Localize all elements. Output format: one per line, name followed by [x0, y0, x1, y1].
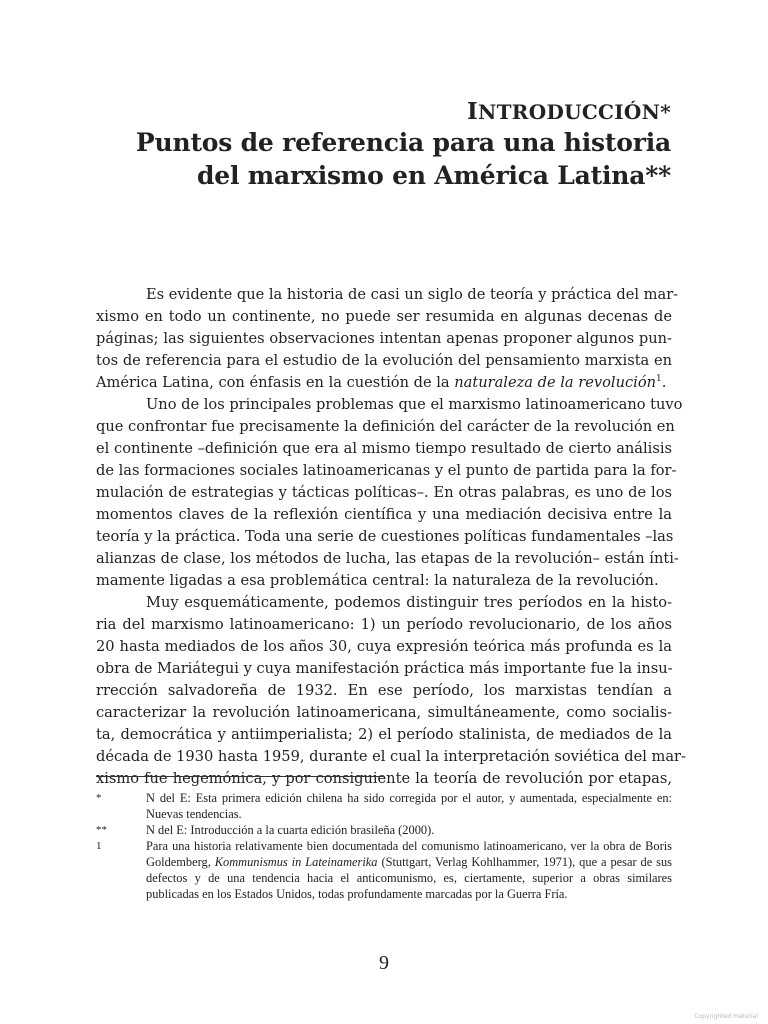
body-line: de las formaciones sociales latinoamericanas y el punto de partida para la for-	[96, 462, 677, 479]
footnote-divider	[96, 776, 384, 777]
footnote-text: Para una historia relativamente bien documentada del comunismo latinoamericano, ver la obra de Boris Goldemberg, Kommunismus in Lateinamerika (Stuttgart, Verlag Kohlhammer, 1971), que a pesar de sus defectos y de una tendencia hacia el anticomunismo, es, ciertamente, superior a obras similares publicadas en los Estados Unidos, todas profundamente marcadas por la Guerra Fría.	[146, 839, 672, 901]
page-number: 9	[379, 952, 389, 974]
footnote	[96, 790, 672, 822]
footnote-mark: *	[96, 792, 102, 804]
chapter-heading	[136, 98, 671, 192]
body-line: tos de referencia para el estudio de la evolución del pensamiento marxista en	[96, 352, 672, 369]
italic-phrase: naturaleza de la revolución	[454, 374, 656, 391]
chapter-kicker: INTRODUCCIÓN*	[466, 98, 671, 125]
body-line: América Latina, con énfasis en la cuestión de la naturaleza de la revolución$^1$.	[96, 374, 667, 391]
body-line: Muy esquemáticamente, podemos distinguir tres períodos en la histo-	[146, 594, 672, 611]
chapter-title-line-2: del marxismo en América Latina**	[197, 161, 671, 190]
body-line: Es evidente que la historia de casi un siglo de teoría y práctica del mar-	[146, 286, 679, 303]
copyright-watermark: Copyrighted material	[694, 1013, 758, 1020]
body-line: xismo en todo un continente, no puede ser resumida en algunas decenas de	[96, 308, 672, 325]
body-line: el continente –definición que era al mismo tiempo resultado de cierto análisis	[96, 440, 672, 457]
footnote	[96, 822, 672, 838]
body-line: que confrontar fue precisamente la definición del carácter de la revolución en	[96, 418, 675, 435]
body-line: mamente ligadas a esa problemática central: la naturaleza de la revolución.	[96, 572, 659, 589]
body-line: caracterizar la revolución latinoamericana, simultáneamente, como socialis-	[96, 704, 672, 721]
body-line: 20 hasta mediados de los años 30, cuya expresión teórica más profunda es la	[96, 638, 672, 655]
footnote-text: N del E: Esta primera edición chilena ha sido corregida por el autor, y aumentada, especialmente en: Nuevas tendencias.	[146, 791, 672, 821]
body-line: alianzas de clase, los métodos de lucha, las etapas de la revolución– están ínti-	[96, 550, 679, 567]
footnotes	[96, 790, 672, 902]
body-line: mulación de estrategias y tácticas políticas–. En otras palabras, es uno de los	[96, 484, 672, 501]
body-line: xismo fue hegemónica, y por consiguiente la teoría de revolución por etapas,	[96, 770, 672, 787]
body-line: momentos claves de la reflexión científica y una mediación decisiva entre la	[96, 506, 672, 523]
body-line: ria del marxismo latinoamericano: 1) un período revolucionario, de los años	[96, 616, 672, 633]
body-line: década de 1930 hasta 1959, durante el cual la interpretación soviética del mar-	[96, 748, 686, 765]
body-line: Uno de los principales problemas que el marxismo latinoamericano tuvo	[146, 396, 683, 413]
chapter-title-line-1: Puntos de referencia para una historia	[135, 128, 671, 157]
body-line: ta, democrática y antiimperialista; 2) el período stalinista, de mediados de la	[96, 726, 672, 743]
footnote	[96, 838, 672, 902]
footnote-text: N del E: Introducción a la cuarta edición brasileña (2000).	[146, 823, 435, 837]
book-title: Kommunismus in Lateinamerika	[214, 855, 378, 869]
body-line: rrección salvadoreña de 1932. En ese período, los marxistas tendían a	[96, 682, 672, 699]
body-line: obra de Mariátegui y cuya manifestación práctica más importante fue la insu-	[96, 660, 673, 677]
body-text	[96, 284, 686, 790]
footnote-ref[interactable]: 1	[656, 374, 662, 385]
body-line: páginas; las siguientes observaciones intentan apenas proponer algunos pun-	[96, 330, 672, 347]
body-line: teoría y la práctica. Toda una serie de cuestiones políticas fundamentales –las	[96, 528, 674, 545]
footnote-mark: **	[96, 824, 107, 836]
footnote-mark: 1	[96, 840, 102, 852]
